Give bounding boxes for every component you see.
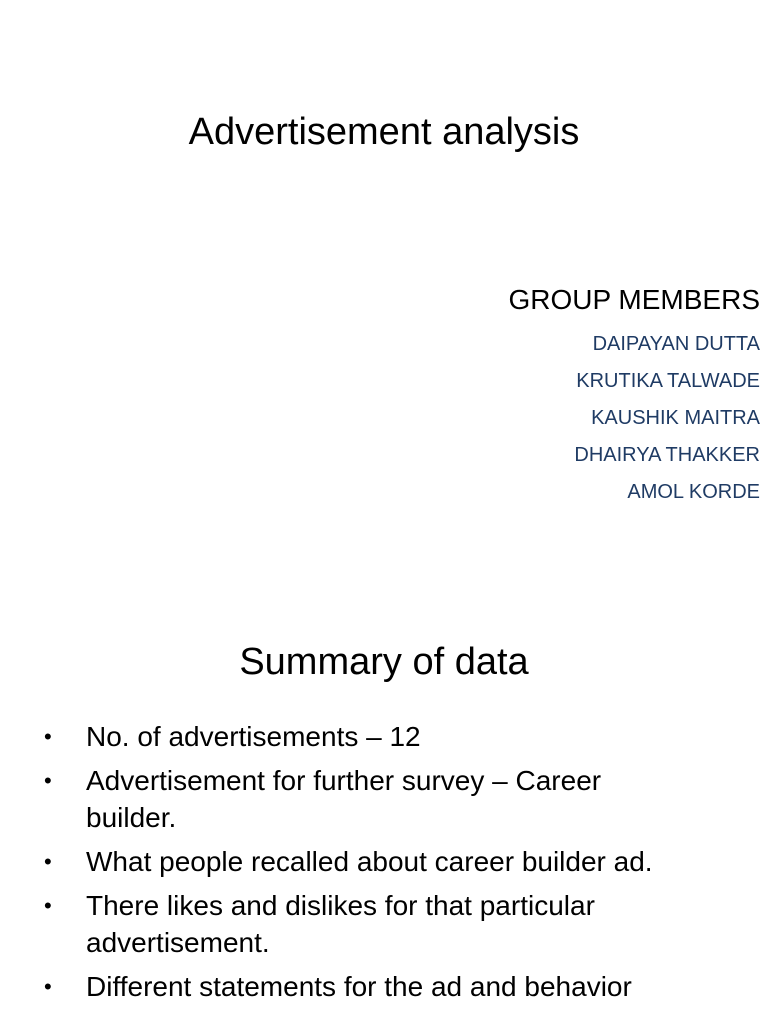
bullet-item	[0, 887, 768, 961]
bullet-text: What people recalled about career builder ad.	[86, 846, 653, 877]
group-members-heading: GROUP MEMBERS	[508, 284, 760, 315]
bullet-list	[0, 718, 768, 1012]
bullet-icon: •	[44, 768, 52, 793]
bullet-text: No. of advertisements – 12	[86, 721, 421, 752]
group-member-name: AMOL KORDE	[627, 481, 760, 503]
group-member-name: DAIPAYAN DUTTA	[592, 333, 760, 355]
group-members-block	[508, 280, 760, 511]
presentation-title: Advertisement analysis	[188, 111, 580, 153]
bullet-text: Different statements for the ad and behavior	[86, 971, 632, 1002]
group-member-name: DHAIRYA THAKKER	[574, 444, 760, 466]
bullet-text: Advertisement for further survey – Career builder.	[86, 765, 602, 833]
bullet-item	[0, 718, 768, 755]
bullet-icon: •	[44, 893, 52, 918]
bullet-item	[0, 968, 768, 1005]
bullet-item	[0, 843, 768, 880]
group-member-name: KRUTIKA TALWADE	[576, 370, 760, 392]
bullet-text: There likes and dislikes for that particular advertisement.	[86, 890, 595, 958]
bullet-icon: •	[44, 849, 52, 874]
slide-summary	[0, 600, 768, 1024]
bullet-icon: •	[44, 724, 52, 749]
bullet-icon: •	[44, 974, 52, 999]
slide-title: Summary of data	[239, 641, 529, 683]
group-member-name: KAUSHIK MAITRA	[591, 407, 760, 429]
bullet-item	[0, 762, 768, 836]
